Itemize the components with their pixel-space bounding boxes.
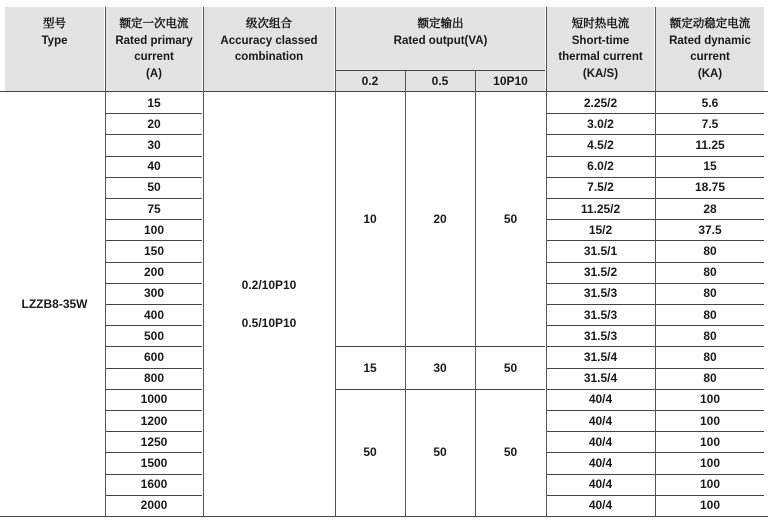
row-rule (106, 346, 202, 347)
dynamic-cell: 15 (703, 159, 717, 174)
header-thermal-en2: thermal current (558, 51, 643, 63)
dynamic-cell: 28 (703, 201, 717, 216)
header-dynamic-en2: current (690, 51, 730, 63)
thermal-cell: 2.25/2 (583, 95, 618, 110)
thermal-cell: 31.5/3 (583, 328, 618, 343)
dynamic-cell: 80 (703, 349, 717, 364)
header-type-bg (5, 7, 104, 91)
header-type-zh: 型号 (43, 18, 66, 30)
dynamic-cell: 100 (699, 413, 721, 428)
thermal-cell: 31.5/1 (583, 243, 618, 258)
current-cell: 15 (147, 95, 161, 110)
current-cell: 300 (143, 286, 165, 301)
dynamic-cell: 80 (703, 328, 717, 343)
header-rated-primary-current (106, 16, 202, 82)
output-10p10-cell: 50 (503, 445, 518, 460)
output-0-2-cell: 15 (363, 360, 377, 375)
header-accuracy (204, 16, 334, 66)
current-cell: 1000 (140, 392, 168, 407)
table-bottom-rule (0, 516, 768, 517)
column-rule (203, 7, 204, 516)
thermal-cell: 40/4 (588, 413, 613, 428)
output-0-5-cell: 50 (433, 445, 447, 460)
thermal-cell: 7.5/2 (587, 180, 614, 195)
thermal-cell: 6.0/2 (587, 159, 614, 174)
current-cell: 30 (147, 137, 161, 152)
header-dynamic-unit: (KA) (697, 67, 723, 80)
dynamic-cell: 5.6 (701, 95, 719, 110)
header-dynamic-en1: Rated dynamic (669, 34, 751, 47)
header-dynamic (656, 16, 764, 82)
header-output-en: Rated output(VA) (393, 34, 488, 47)
dynamic-cell: 80 (703, 243, 717, 258)
thermal-cell: 11.25/2 (580, 201, 621, 216)
row-rule (106, 219, 202, 220)
dynamic-cell: 80 (703, 286, 717, 301)
row-rule (106, 389, 202, 390)
current-cell: 40 (147, 159, 161, 174)
output-0-2-cell: 10 (363, 212, 377, 227)
row-rule (106, 113, 202, 114)
row-rule (106, 262, 202, 263)
header-dynamic-zh: 额定动稳定电流 (669, 18, 751, 30)
output-10p10-cell: 50 (503, 212, 518, 227)
header-current-en1: Rated primary (115, 34, 193, 47)
header-current-bg (106, 7, 202, 91)
subheader-0-2: 0.2 (361, 74, 379, 88)
thermal-cell: 15/2 (588, 222, 613, 237)
row-rule (106, 452, 202, 453)
current-cell: 200 (143, 265, 165, 280)
current-cell: 400 (143, 307, 165, 322)
accuracy-cell (204, 92, 334, 516)
current-cell: 800 (143, 371, 165, 386)
output-subheader-rule (336, 70, 545, 71)
thermal-cell: 4.5/2 (587, 137, 614, 152)
thermal-cell: 31.5/2 (583, 265, 618, 280)
header-thermal-bg (547, 7, 654, 91)
thermal-cell: 31.5/3 (583, 286, 618, 301)
row-rule (106, 495, 202, 496)
row-rule (106, 283, 202, 284)
current-cell: 100 (143, 222, 165, 237)
header-current-en2: current (134, 51, 174, 63)
header-accuracy-zh: 级次组合 (246, 18, 292, 30)
dynamic-cell: 100 (699, 498, 721, 513)
row-rule (106, 134, 202, 135)
accuracy-value-1: 0.2/10P10 (241, 278, 297, 292)
row-rule (106, 240, 202, 241)
current-cell: 500 (143, 328, 165, 343)
thermal-cell: 31.5/4 (583, 371, 618, 386)
current-cell: 1500 (140, 455, 168, 470)
current-cell: 75 (147, 201, 161, 216)
output-0-5-cell: 20 (433, 212, 447, 227)
dynamic-cell: 37.5 (698, 222, 722, 237)
header-type-en: Type (41, 34, 68, 47)
row-rule (106, 177, 202, 178)
header-bottom-rule (0, 91, 768, 92)
row-rule (106, 474, 202, 475)
thermal-cell: 40/4 (588, 434, 613, 449)
thermal-cell: 31.5/3 (583, 307, 618, 322)
header-type (5, 16, 104, 49)
header-thermal-zh: 短时热电流 (571, 18, 630, 30)
header-rated-output (336, 16, 545, 49)
dynamic-cell: 100 (699, 477, 721, 492)
header-thermal-en1: Short-time (571, 34, 630, 47)
dynamic-cell: 100 (699, 434, 721, 449)
column-rule (475, 70, 476, 516)
header-short-time (547, 16, 654, 82)
group-rule (336, 389, 545, 390)
dynamic-cell: 100 (699, 455, 721, 470)
row-rule (106, 198, 202, 199)
column-rule (546, 7, 547, 516)
dynamic-cell: 7.5 (701, 116, 719, 131)
thermal-cell: 40/4 (588, 455, 613, 470)
column-rule (405, 70, 406, 516)
column-rule (335, 7, 336, 516)
row-rule (106, 325, 202, 326)
current-cell: 20 (147, 116, 161, 131)
dynamic-cell: 80 (703, 371, 717, 386)
header-accuracy-en2: combination (234, 51, 304, 63)
column-rule (105, 7, 106, 516)
current-cell: 1250 (140, 434, 168, 449)
output-0-5-cell: 30 (433, 360, 447, 375)
group-rule (336, 346, 545, 347)
dynamic-cell: 100 (699, 392, 721, 407)
row-rule (106, 368, 202, 369)
current-cell: 1200 (140, 413, 168, 428)
subheader-0-5: 0.5 (431, 74, 449, 88)
thermal-cell: 3.0/2 (587, 116, 614, 131)
dynamic-cell: 80 (703, 265, 717, 280)
header-accuracy-bg (204, 7, 334, 91)
thermal-cell: 40/4 (588, 498, 613, 513)
header-accuracy-en1: Accuracy classed (220, 34, 318, 47)
header-dynamic-bg (656, 7, 764, 91)
header-current-unit: (A) (146, 67, 162, 80)
current-cell: 1600 (140, 477, 168, 492)
thermal-cell: 31.5/4 (583, 349, 618, 364)
header-output-zh: 额定输出 (417, 18, 464, 30)
accuracy-value-2: 0.5/10P10 (241, 316, 297, 330)
row-rule (106, 156, 202, 157)
thermal-cell: 40/4 (588, 477, 613, 492)
thermal-cell: 40/4 (588, 392, 613, 407)
current-cell: 150 (143, 243, 165, 258)
output-0-2-cell: 50 (363, 445, 377, 460)
dynamic-cell: 80 (703, 307, 717, 322)
header-thermal-unit: (KA/S) (582, 67, 619, 80)
row-rule (106, 410, 202, 411)
current-cell: 50 (147, 180, 161, 195)
row-rule (106, 431, 202, 432)
column-rule (655, 7, 656, 516)
subheader-10p10: 10P10 (493, 74, 528, 88)
current-cell: 2000 (140, 498, 168, 513)
current-cell: 600 (143, 349, 165, 364)
dynamic-cell: 18.75 (694, 180, 726, 195)
dynamic-cell: 11.25 (695, 137, 725, 152)
type-cell: LZZB8-35W (21, 297, 88, 311)
row-rule (106, 304, 202, 305)
header-current-zh: 额定一次电流 (119, 18, 189, 30)
output-10p10-cell: 50 (503, 360, 518, 375)
